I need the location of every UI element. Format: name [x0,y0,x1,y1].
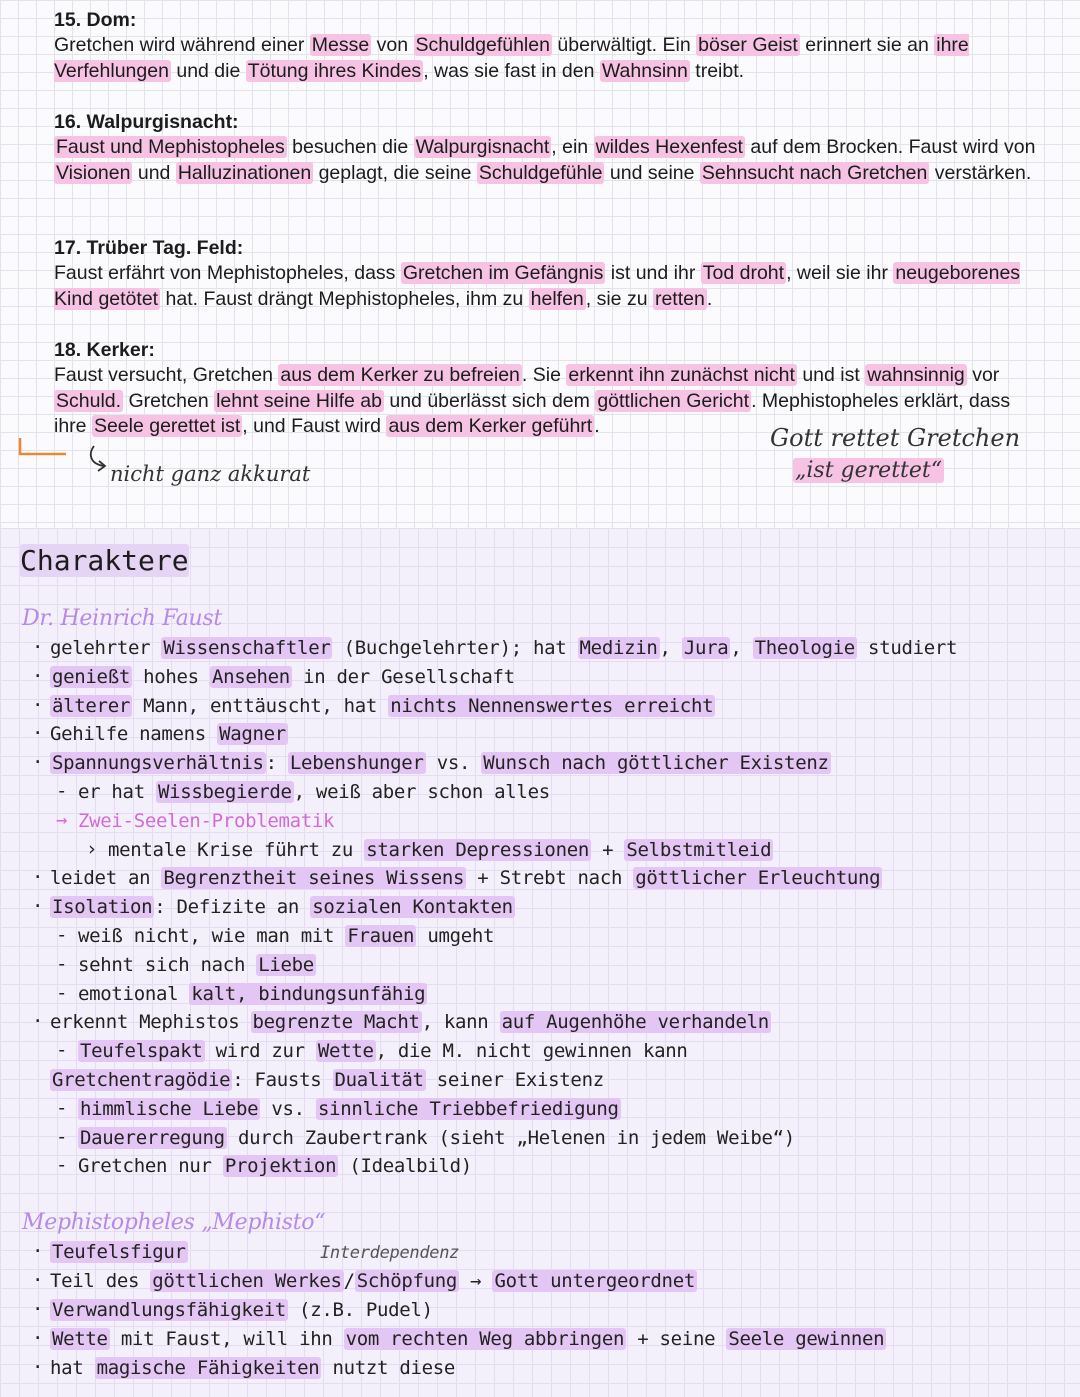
trait-line [50,896,515,918]
text-segment: . [706,287,713,310]
curved-arrow-icon [86,444,112,474]
highlighted-phrase: Wissenschaftler [163,637,331,659]
highlighted-phrase: Teufelspakt [80,1040,203,1063]
highlighted-phrase: Schuldgefühle [478,161,603,184]
highlighted-phrase: aus dem Kerker zu befreien [280,364,520,386]
mephisto-name: Mephistopheles „Mephisto“ [22,1210,326,1235]
highlighted-phrase: göttlicher Erleuchtung [635,867,881,890]
text-segment: umgeht [416,925,495,947]
highlighted-phrase: älterer [52,694,130,717]
text-segment: und [132,161,176,184]
text-segment: emotional [78,982,190,1005]
scene-15 [54,8,1044,84]
text-segment: hat. Faust drängt Mephistopheles, ihm zu [160,287,529,310]
text-segment: verstärken. [929,161,1032,184]
highlighted-phrase: helfen [530,287,584,310]
highlighted-phrase: himmlische Liebe [80,1097,259,1120]
trait-line [78,810,334,832]
highlighted-phrase: Dualität [334,1069,424,1091]
text-segment: + Strebt nach [466,867,634,890]
trait-line [50,1357,455,1379]
text-segment: treibt. [689,59,745,82]
scene-17 [54,236,1044,312]
bullet-marker: - [56,981,68,1004]
highlighted-phrase: göttlichen Werkes [152,1270,342,1292]
highlighted-phrase: Seele gerettet ist [93,415,241,437]
highlighted-phrase: Wette [52,1328,108,1350]
text-segment: leidet an [50,867,162,890]
text-segment: . Sie [521,364,567,386]
highlighted-phrase: starken Depressionen [366,838,589,861]
highlighted-phrase: Gretchentragödie [52,1069,231,1091]
text-segment: , weil sie ihr [786,262,894,284]
text-segment: Faust erfährt von Mephistopheles, dass [54,262,401,284]
bullet-marker: · [32,895,44,918]
bullet-marker: - [56,1039,68,1062]
text-segment: , was sie fast in den [423,59,600,82]
text-segment: Zwei-Seelen-Problematik [78,809,335,832]
text-segment: , kann [421,1011,500,1034]
highlighted-phrase: Frauen [347,925,415,947]
highlighted-phrase: Faust und Mephistopheles [56,136,285,158]
text-segment: , und Faust wird [242,415,387,437]
trait-line [50,695,715,717]
highlighted-phrase: Projektion [224,1155,337,1178]
text-segment: erkennt Mephistos [50,1011,251,1034]
highlighted-phrase: Selbstmitleid [626,838,772,861]
text-segment: . [594,415,600,437]
right-note-line-2: „ist gerettet“ [795,458,942,483]
text-segment: : Fausts [232,1069,333,1091]
highlighted-phrase: Walpurgisnacht [415,136,550,158]
highlighted-phrase: göttlichen Gericht [597,389,750,412]
text-segment: mentale Krise führt zu [108,838,365,861]
highlighted-phrase: ihre Verfehlungen [54,34,969,82]
bullet-marker: · [32,693,44,716]
arrow-note: nicht ganz akkurat [110,462,311,486]
text-segment: , [730,637,753,659]
bracket-mark-icon [16,436,76,476]
trait-line [50,1328,886,1350]
text-segment: sehnt sich nach [78,953,257,976]
highlighted-phrase: Liebe [258,953,314,976]
bullet-marker: → [56,808,68,831]
scene-title: 18. Kerker: [54,339,155,361]
highlighted-phrase: genießt [52,665,130,688]
text-segment: vs. [260,1097,316,1120]
text-segment: Teil des [50,1270,151,1292]
text-segment: in der Gesellschaft [291,665,515,688]
right-note-line-1: Gott rettet Gretchen [770,424,1021,452]
trait-line [50,1011,771,1033]
text-segment: , [659,637,682,659]
highlighted-phrase: aus dem Kerker geführt [388,415,593,437]
highlighted-phrase: Wette [317,1040,374,1063]
scene-title: 17. Trüber Tag. Feld: [54,237,244,259]
scene-title: 16. Walpurgisnacht: [54,111,239,133]
highlighted-phrase: sozialen Kontakten [312,896,513,919]
bullet-marker: · [32,722,44,745]
highlighted-phrase: Messe [311,34,370,56]
text-segment: besuchen die [286,136,414,158]
scene-text [54,135,1044,186]
text-segment: er hat [78,781,156,803]
highlighted-phrase: Medizin [579,637,658,659]
scene-text [54,261,1044,312]
highlighted-phrase: Begrenztheit seines Wissens [163,867,465,890]
interdependenz-note: Interdependenz [320,1243,460,1263]
highlighted-phrase: Wunsch nach göttlicher Existenz [483,752,829,775]
text-segment: weiß nicht, wie man mit [78,925,346,947]
trait-line [78,1127,795,1149]
text-segment: : [265,752,288,775]
text-segment: hat [50,1357,95,1379]
highlighted-phrase: Spannungsverhältnis [52,752,264,775]
highlighted-phrase: Visionen [56,161,131,184]
highlighted-phrase: kalt, bindungsunfähig [191,982,426,1005]
highlighted-phrase: Theologie [754,637,855,659]
text-segment: und die [170,59,246,82]
bullet-marker: - [56,952,68,975]
text-segment: geplagt, die seine [313,161,477,184]
faust-name: Dr. Heinrich Faust [22,606,222,631]
scene-title: 15. Dom: [54,9,137,31]
text-segment: durch Zaubertrank (sieht „Helenen in jedem Weibe“) [226,1126,795,1149]
trait-line [78,781,550,803]
scene-text [54,33,1044,84]
text-segment: Gretchen [123,389,215,412]
text-segment: ist und ihr [605,262,701,284]
trait-line [50,1069,604,1091]
highlighted-phrase: sinnliche Triebbefriedigung [317,1097,619,1120]
text-segment: (Buchgelehrter); hat [332,637,578,659]
highlighted-phrase: Verwandlungsfähigkeit [52,1299,286,1321]
text-segment: Gehilfe namens [50,723,218,746]
text-segment: / [343,1270,355,1292]
highlighted-phrase: Lebenshunger [289,752,424,775]
highlighted-phrase: Sehnsucht nach Gretchen [701,161,928,184]
text-segment: überwältigt. Ein [551,34,697,56]
text-segment: von [371,34,414,56]
bullet-marker: · [32,1298,44,1320]
text-segment: vs. [425,752,482,775]
text-segment: , die M. nicht gewinnen kann [375,1040,688,1063]
text-segment: , weiß aber schon alles [293,781,550,803]
bullet-marker: · [32,664,44,687]
bullet-marker: · [32,636,44,658]
highlighted-phrase: retten [654,287,705,310]
text-segment: studiert [856,637,958,659]
trait-line [50,637,957,659]
text-segment: . Mephistopheles erklärt, dass ihre [54,389,1011,437]
bullet-marker: · [32,1356,44,1378]
text-segment: seiner Existenz [425,1069,604,1091]
bullet-marker: - [56,1125,68,1148]
text-segment: mit Faust, will ihn [109,1328,344,1350]
highlighted-phrase: auf Augenhöhe verhandeln [501,1011,769,1034]
highlighted-phrase: Tötung ihres Kindes [247,59,422,82]
highlighted-phrase: begrenzte Macht [252,1011,420,1034]
text-segment: → [459,1270,493,1292]
trait-line [50,867,882,889]
trait-line [78,954,316,976]
highlighted-phrase: Dauererregung [80,1126,225,1149]
bullet-marker: - [56,1096,68,1119]
trait-line [78,983,427,1005]
highlighted-phrase: neugeborenes Kind getötet [54,262,1021,310]
highlighted-phrase: lehnt seine Hilfe ab [216,389,382,412]
bullet-marker: · [32,1240,44,1262]
highlighted-phrase: Ansehen [211,665,290,688]
highlighted-phrase: Tod droht [702,262,785,284]
trait-line [50,723,288,745]
text-segment: wird zur [204,1040,316,1063]
text-segment: : Defizite an [154,896,311,919]
highlighted-phrase: wildes Hexenfest [595,136,743,158]
text-segment: + seine [626,1328,727,1350]
highlighted-phrase: Jura [683,637,729,659]
text-segment: erinnert sie an [799,34,935,56]
highlighted-phrase: Wagner [219,723,286,746]
bullet-marker: · [32,751,44,774]
highlighted-phrase: wahnsinnig [867,364,965,386]
bullet-marker: - [56,780,68,802]
text-segment: Gretchen nur [78,1155,223,1178]
text-segment: , sie zu [585,287,653,310]
scene-16 [54,110,1044,186]
highlighted-phrase: böser Geist [698,34,798,56]
characters-heading: Charaktere [20,544,189,577]
trait-line [50,1241,188,1263]
highlighted-phrase: Halluzinationen [177,161,312,184]
trait-line [78,925,494,947]
trait-line [50,752,831,774]
highlighted-phrase: vom rechten Weg abbringen [345,1328,625,1350]
text-segment: vor [966,364,1000,386]
text-segment: und überlässt sich dem [383,389,596,412]
text-segment: + [590,838,625,861]
text-segment: , ein [551,136,594,158]
bullet-marker: - [56,924,68,946]
text-segment: und seine [604,161,700,184]
highlighted-phrase: Schuldgefühlen [415,34,550,56]
bullet-marker: - [56,1154,68,1177]
text-segment: Mann, enttäuscht, hat [131,694,389,717]
text-segment: hohes [131,665,210,688]
bullet-marker: · [32,1010,44,1033]
trait-line [78,1155,472,1177]
highlighted-phrase: Gretchen im Gefängnis [402,262,604,284]
text-segment: und ist [796,364,866,386]
highlighted-phrase: nichts Nennenswertes erreicht [390,694,714,717]
bullet-marker: · [32,1327,44,1349]
text-segment: Gretchen wird während einer [54,34,310,56]
text-segment: nutzt diese [321,1357,456,1379]
text-segment: (z.B. Pudel) [287,1299,433,1321]
highlighted-phrase: Wahnsinn [601,59,688,82]
bullet-marker: · [32,866,44,889]
highlighted-phrase: Wissbegierde [157,781,292,803]
trait-line [50,666,515,688]
highlighted-phrase: magische Fähigkeiten [96,1357,320,1379]
highlighted-phrase: Teufelsfigur [52,1241,186,1263]
text-segment: auf dem Brocken. Faust wird von [744,136,1036,158]
trait-line [50,1299,433,1321]
highlighted-phrase: Schöpfung [356,1270,458,1292]
trait-line [50,1270,697,1292]
text-segment: (Idealbild) [338,1155,472,1178]
text-segment: gelehrter [50,637,162,659]
trait-line [78,1040,688,1062]
trait-line [78,1098,621,1120]
trait-line [108,839,773,861]
highlighted-phrase: Seele gewinnen [728,1328,885,1350]
highlighted-phrase: Isolation [52,896,153,919]
bullet-marker: · [32,1269,44,1291]
text-segment: Faust versucht, Gretchen [54,364,279,386]
highlighted-phrase: Schuld. [56,389,122,412]
bullet-marker: › [86,837,98,860]
highlighted-phrase: erkennt ihn zunächst nicht [568,364,795,386]
highlighted-phrase: Gott untergeordnet [494,1270,695,1292]
